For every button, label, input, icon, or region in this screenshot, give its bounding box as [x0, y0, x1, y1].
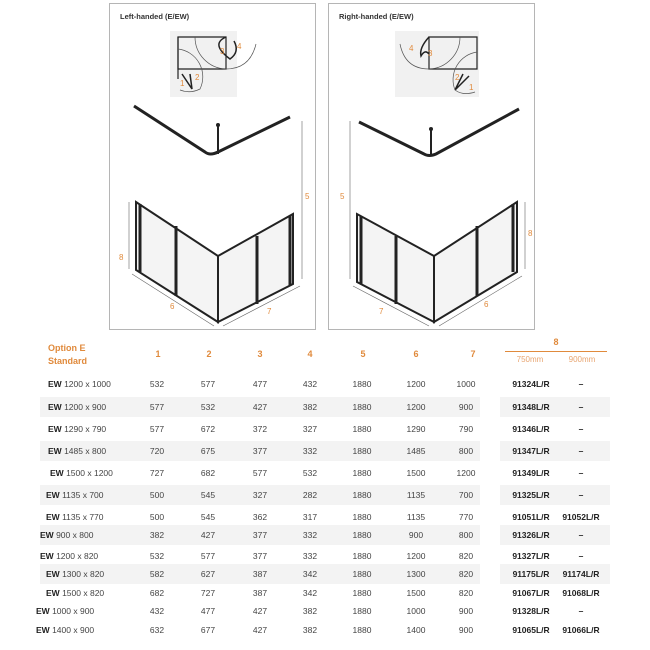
plan-background [395, 31, 479, 97]
value-cell-7: 800 [458, 530, 474, 540]
value-cell-3: 377 [252, 530, 268, 540]
value-cell-3: 387 [252, 588, 268, 598]
prefix: EW [36, 625, 50, 635]
value-cell-7: 770 [458, 512, 474, 522]
value-cell-2: 577 [200, 379, 216, 389]
code-900: – [578, 551, 584, 561]
code-750: 91348L/R [512, 402, 550, 412]
sub-header-900: 900mm [568, 355, 596, 364]
value-cell-4: 342 [302, 569, 318, 579]
size-value: 1200 x 1000 [64, 379, 111, 389]
value-cell-6: 1000 [406, 606, 426, 616]
size-cell [48, 446, 138, 456]
code-750: 91065L/R [512, 625, 550, 635]
code-750: 91327L/R [512, 551, 550, 561]
size-cell [46, 490, 136, 500]
sub-header-750: 750mm [516, 355, 544, 364]
value-cell-4: 342 [302, 588, 318, 598]
code-900: – [578, 446, 584, 456]
value-cell-5: 1880 [352, 530, 372, 540]
value-cell-2: 682 [200, 468, 216, 478]
value-cell-5: 1880 [352, 512, 372, 522]
value-cell-2: 672 [200, 424, 216, 434]
value-cell-5: 1880 [352, 569, 372, 579]
value-cell-2: 727 [200, 588, 216, 598]
size-cell [40, 530, 130, 540]
value-cell-3: 477 [252, 379, 268, 389]
code-900: 91174L/R [562, 569, 600, 579]
size-value: 1135 x 700 [62, 490, 104, 500]
size-value: 1485 x 800 [64, 446, 107, 456]
panel-title: Right-handed (E/EW) [339, 12, 414, 21]
col-header-1: 1 [155, 349, 161, 359]
size-cell [46, 569, 136, 579]
value-cell-3: 372 [252, 424, 268, 434]
door-label-1: 1 [469, 83, 474, 92]
prefix: EW [40, 551, 54, 561]
value-cell-2: 577 [200, 551, 216, 561]
table-row [0, 583, 650, 603]
dim-6: 6 [170, 302, 175, 311]
code-750: 91067L/R [512, 588, 550, 598]
door-label-3: 3 [428, 49, 433, 58]
size-value: 1500 x 1200 [66, 468, 113, 478]
prefix: EW [48, 446, 62, 456]
prefix: EW [46, 512, 60, 522]
left-handed-diagram [110, 4, 317, 331]
value-cell-4: 327 [302, 424, 318, 434]
dim-7: 7 [379, 307, 384, 316]
value-cell-4: 282 [302, 490, 318, 500]
col-header-2: 2 [206, 349, 212, 359]
size-value: 1400 x 900 [52, 625, 95, 635]
value-cell-2: 427 [200, 530, 216, 540]
value-cell-4: 382 [302, 402, 318, 412]
value-cell-4: 382 [302, 625, 318, 635]
col-header-6: 6 [413, 349, 419, 359]
value-cell-3: 427 [252, 606, 268, 616]
value-cell-4: 382 [302, 606, 318, 616]
code-750: 91326L/R [512, 530, 550, 540]
value-cell-3: 577 [252, 468, 268, 478]
code-900: – [578, 490, 584, 500]
value-cell-5: 1880 [352, 446, 372, 456]
table-row [0, 419, 650, 439]
value-cell-3: 362 [252, 512, 268, 522]
value-cell-7: 900 [458, 606, 474, 616]
value-cell-3: 377 [252, 446, 268, 456]
col-header-7: 7 [470, 349, 476, 359]
col-header-5: 5 [360, 349, 366, 359]
value-cell-4: 332 [302, 530, 318, 540]
value-cell-6: 1485 [406, 446, 426, 456]
value-cell-1: 720 [149, 446, 165, 456]
door-label-2: 2 [455, 73, 460, 82]
value-cell-1: 500 [149, 512, 165, 522]
size-value: 1135 x 770 [62, 512, 104, 522]
value-cell-6: 900 [408, 530, 424, 540]
value-cell-6: 1200 [406, 379, 426, 389]
door-label-2: 2 [195, 73, 200, 82]
value-cell-6: 1400 [406, 625, 426, 635]
value-cell-1: 500 [149, 490, 165, 500]
size-cell [48, 402, 138, 412]
size-value: 1200 x 900 [64, 402, 107, 412]
size-value: 900 x 800 [56, 530, 94, 540]
right-handed-diagram [329, 4, 536, 331]
value-cell-2: 627 [200, 569, 216, 579]
value-cell-6: 1290 [406, 424, 426, 434]
panel-title: Left-handed (E/EW) [120, 12, 190, 21]
col-header-4: 4 [307, 349, 313, 359]
value-cell-6: 1200 [406, 551, 426, 561]
size-cell [46, 512, 136, 522]
code-750: 91349L/R [512, 468, 550, 478]
value-cell-4: 532 [302, 468, 318, 478]
size-cell [36, 625, 126, 635]
dim-8: 8 [119, 253, 124, 262]
value-cell-5: 1880 [352, 379, 372, 389]
code-900: – [578, 530, 584, 540]
value-cell-3: 387 [252, 569, 268, 579]
door-label-4: 4 [409, 44, 414, 53]
value-cell-7: 820 [458, 588, 474, 598]
value-cell-4: 432 [302, 379, 318, 389]
code-900: – [578, 424, 584, 434]
value-cell-3: 427 [252, 402, 268, 412]
dim-5: 5 [340, 192, 345, 201]
value-cell-7: 1000 [456, 379, 476, 389]
size-cell [48, 379, 138, 389]
value-cell-3: 427 [252, 625, 268, 635]
value-cell-7: 1200 [456, 468, 476, 478]
code-900: – [578, 379, 584, 389]
table-row [0, 546, 650, 566]
table-row [0, 601, 650, 621]
value-cell-5: 1880 [352, 588, 372, 598]
prefix: EW [46, 588, 60, 598]
table-row [0, 397, 650, 417]
value-cell-7: 700 [458, 490, 474, 500]
value-cell-4: 332 [302, 446, 318, 456]
value-cell-7: 820 [458, 551, 474, 561]
value-cell-5: 1880 [352, 551, 372, 561]
value-cell-3: 327 [252, 490, 268, 500]
value-cell-4: 317 [302, 512, 318, 522]
value-cell-6: 1300 [406, 569, 426, 579]
size-cell [46, 588, 136, 598]
value-cell-5: 1880 [352, 490, 372, 500]
value-cell-4: 332 [302, 551, 318, 561]
dim-8: 8 [528, 229, 533, 238]
dim-5: 5 [305, 192, 310, 201]
value-cell-5: 1880 [352, 468, 372, 478]
prefix: EW [48, 379, 62, 389]
table-row [0, 525, 650, 545]
prefix: EW [48, 402, 62, 412]
code-750: 91175L/R [512, 569, 550, 579]
code-900: 91068L/R [562, 588, 600, 598]
value-cell-5: 1880 [352, 402, 372, 412]
door-label-1: 1 [180, 79, 185, 88]
code-750: 91051L/R [512, 512, 550, 522]
value-cell-5: 1880 [352, 625, 372, 635]
size-cell [50, 468, 140, 478]
value-cell-1: 532 [149, 551, 165, 561]
left-handed-panel [109, 3, 316, 330]
table-row [0, 374, 650, 394]
code-750: 91346L/R [512, 424, 550, 434]
value-cell-2: 545 [200, 512, 216, 522]
value-cell-1: 577 [149, 424, 165, 434]
value-cell-6: 1500 [406, 588, 426, 598]
code-750: 91347L/R [512, 446, 550, 456]
door-label-4: 4 [237, 42, 242, 51]
size-cell [36, 606, 126, 616]
prefix: EW [46, 569, 60, 579]
code-900: – [578, 468, 584, 478]
size-cell [40, 551, 130, 561]
value-cell-2: 477 [200, 606, 216, 616]
value-cell-5: 1880 [352, 606, 372, 616]
col-header-8: 8 [553, 337, 559, 347]
value-cell-1: 382 [149, 530, 165, 540]
code-750: 91328L/R [512, 606, 550, 616]
prefix: EW [46, 490, 60, 500]
curtain-rail [359, 109, 519, 156]
value-cell-1: 682 [149, 588, 165, 598]
door-label-3: 3 [220, 47, 225, 56]
value-cell-2: 545 [200, 490, 216, 500]
table-row [0, 620, 650, 640]
value-cell-1: 632 [149, 625, 165, 635]
dim-6: 6 [484, 300, 489, 309]
size-cell [48, 424, 138, 434]
table-row [0, 564, 650, 584]
table-row [0, 463, 650, 483]
col-header-3: 3 [257, 349, 263, 359]
size-value: 1500 x 820 [62, 588, 105, 598]
value-cell-7: 900 [458, 402, 474, 412]
code-750: 91325L/R [512, 490, 550, 500]
size-value: 1290 x 790 [64, 424, 107, 434]
value-cell-6: 1500 [406, 468, 426, 478]
value-cell-5: 1880 [352, 424, 372, 434]
size-value: 1000 x 900 [52, 606, 95, 616]
value-cell-2: 675 [200, 446, 216, 456]
code-900: 91066L/R [562, 625, 600, 635]
value-cell-7: 900 [458, 625, 474, 635]
standard-label: Standard [48, 356, 88, 366]
prefix: EW [48, 424, 62, 434]
size-value: 1200 x 820 [56, 551, 99, 561]
option-label: Option E [48, 343, 86, 353]
code-900: 91052L/R [562, 512, 600, 522]
value-cell-6: 1200 [406, 402, 426, 412]
value-cell-7: 790 [458, 424, 474, 434]
prefix: EW [36, 606, 50, 616]
value-cell-1: 432 [149, 606, 165, 616]
table-row [0, 441, 650, 461]
value-cell-3: 377 [252, 551, 268, 561]
value-cell-1: 727 [149, 468, 165, 478]
prefix: EW [40, 530, 54, 540]
code-750: 91324L/R [512, 379, 550, 389]
value-cell-1: 577 [149, 402, 165, 412]
value-cell-6: 1135 [406, 490, 426, 500]
dim-7: 7 [267, 307, 272, 316]
value-cell-1: 582 [149, 569, 165, 579]
value-cell-1: 532 [149, 379, 165, 389]
right-handed-panel [328, 3, 535, 330]
size-value: 1300 x 820 [62, 569, 105, 579]
value-cell-7: 800 [458, 446, 474, 456]
curtain-rail [134, 106, 290, 154]
code-900: – [578, 402, 584, 412]
table-row [0, 507, 650, 527]
prefix: EW [50, 468, 64, 478]
option-header [48, 342, 87, 368]
value-cell-7: 820 [458, 569, 474, 579]
header-divider [505, 351, 607, 352]
table-row [0, 485, 650, 505]
value-cell-6: 1135 [406, 512, 426, 522]
code-900: – [578, 606, 584, 616]
value-cell-2: 532 [200, 402, 216, 412]
value-cell-2: 677 [200, 625, 216, 635]
